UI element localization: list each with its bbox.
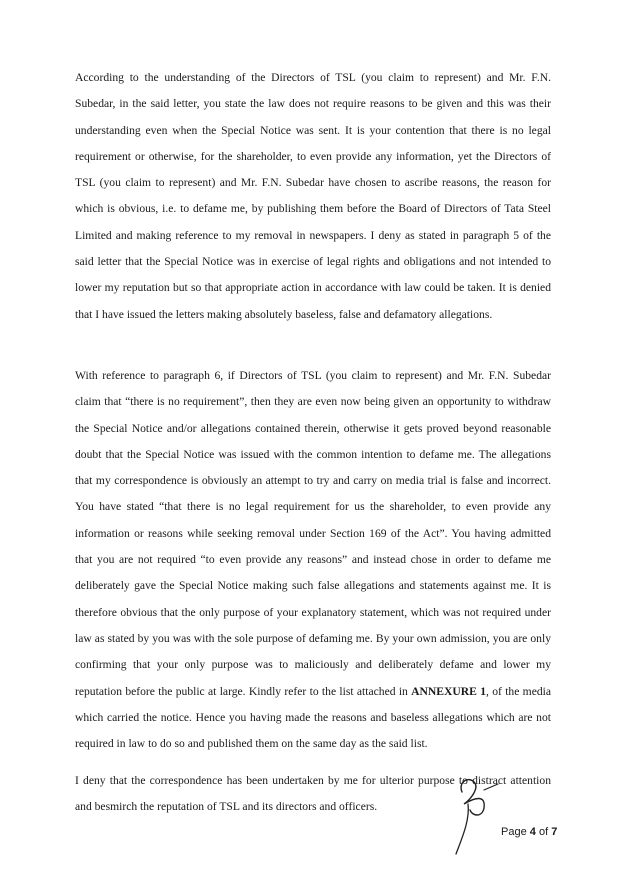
page-label: Page xyxy=(501,826,527,838)
page-number-footer xyxy=(501,826,557,838)
paragraph-reference-paragraph-6 xyxy=(75,363,551,757)
paragraph-directors-understanding: According to the understanding of the Directors of TSL (you claim to represent) and Mr. F.N. Subedar, in the said letter, you state the law does not require reasons to be given and this was their understanding even when the Special Notice was sent. It is your contention that there is no legal requirement or otherwise, for the shareholder, to even provide any information, yet the Directors of TSL (you claim to represent) and Mr. F.N. Subedar have chosen to ascribe reasons, the reason for which is obvious, i.e. to defame me, by publishing them before the Board of Directors of Tata Steel Limited and making reference to my removal in newspapers. I deny as stated in paragraph 5 of the said letter that the Special Notice was in exercise of legal rights and obligations and not intended to lower my reputation but so that appropriate action in accordance with law could be taken. It is denied that I have issued the letters making absolutely baseless, false and defamatory allegations. xyxy=(75,71,551,321)
paragraph-6-text-part2: , of the media which carried the notice. Hence you having made the reasons and baseless allegations which are not required in law to do so and published them on the same day as the said list. xyxy=(75,684,551,751)
page-of-label: of xyxy=(538,826,549,838)
annexure-reference: ANNEXURE 1 xyxy=(411,684,486,698)
paragraph-6-text-part1: With reference to paragraph 6, if Directors of TSL (you claim to represent) and Mr. F.N. Subedar claim that “there is no requirement”, then they are even now being given an opportunity to withdraw the Special Notice and/or allegations contained therein, otherwise it gets proved beyond reasonable doubt that the Special Notice was issued with the common intention to defame me. The allegations that my correspondence is obviously an attempt to try and carry on media trial is false and incorrect. You have stated “that there is no legal requirement for us the shareholder, to even provide any information or reasons while seeking removal under Section 169 of the Act”. You having admitted that you are not required “to even provide any reasons” and instead chose in order to defame me deliberately gave the Special Notice making such false allegations and statements against me. It is therefore obvious that the only purpose of your explanatory statement, which was not required under law as stated by you was with the sole purpose of defaming me. By your own admission, you are only confirming that your only purpose was to maliciously and deliberately defame and lower my reputation before the public at large. Kindly refer to the list attached in xyxy=(75,369,551,698)
total-page-count: 7 xyxy=(551,826,558,838)
paragraph-deny-ulterior-purpose: I deny that the correspondence has been undertaken by me for ulterior purpose to distract attention and besmirch the reputation of TSL and its directors and officers. xyxy=(75,774,551,814)
handwritten-signature xyxy=(440,760,510,860)
current-page-number: 4 xyxy=(529,826,536,838)
